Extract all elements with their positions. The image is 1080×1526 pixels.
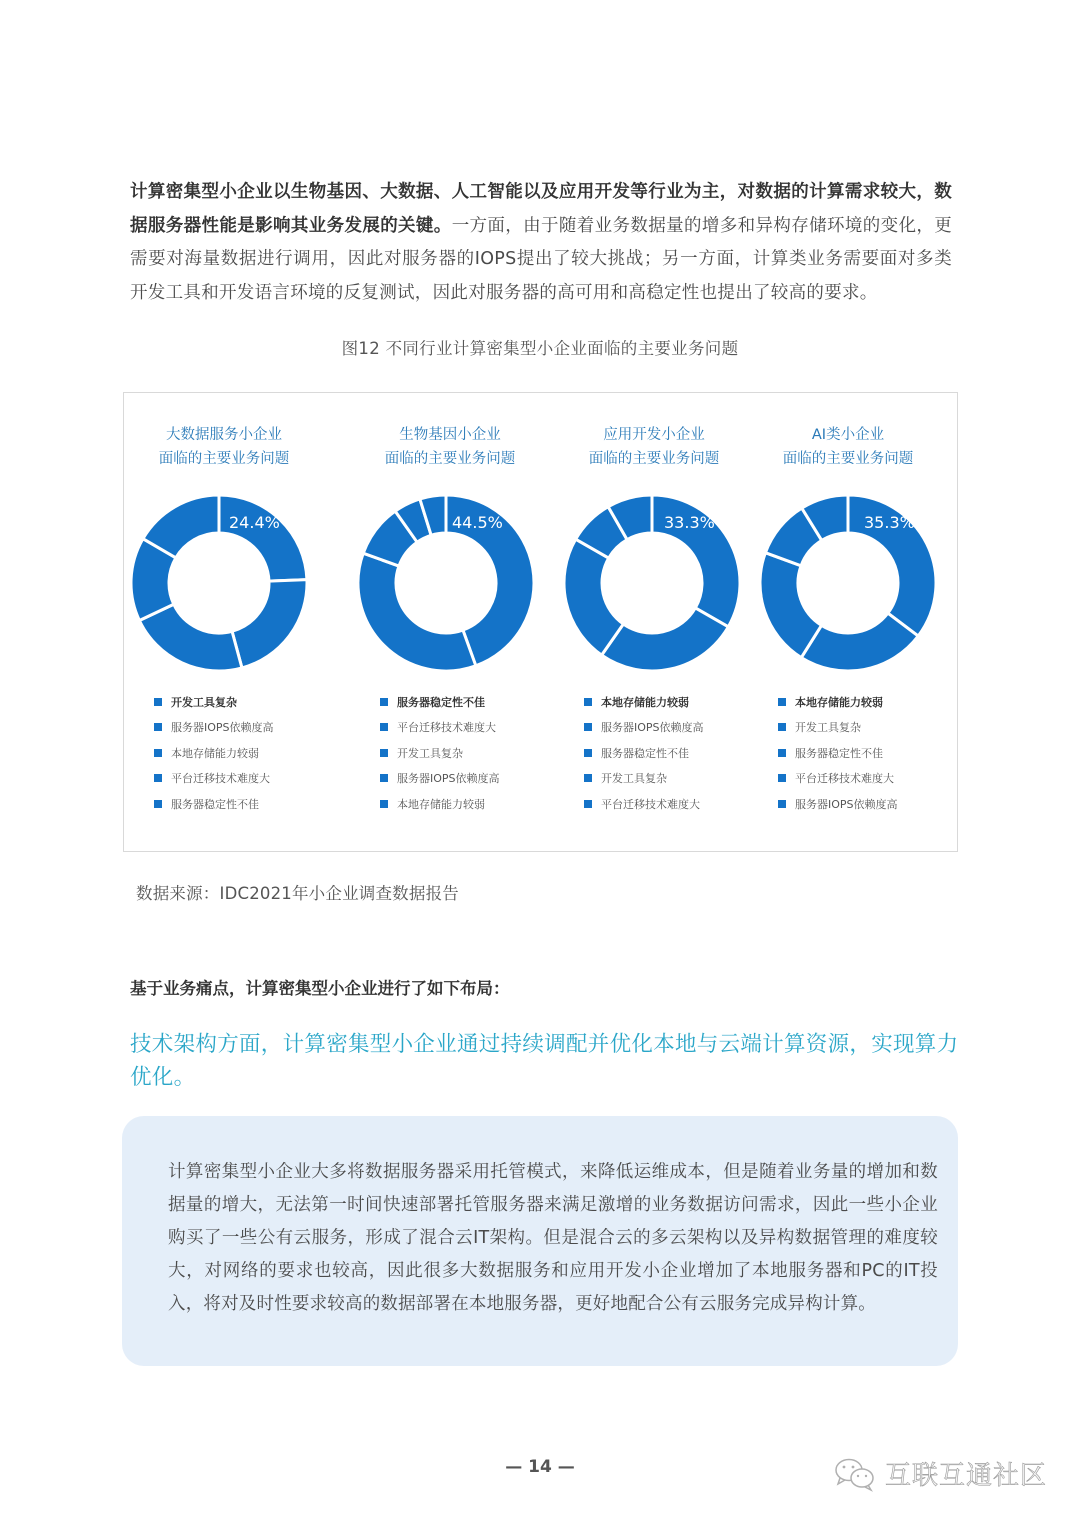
legend-label: 开发工具复杂 [601,772,667,786]
chart-title [554,423,754,471]
legend-item [584,740,704,766]
donut-chart [758,493,938,673]
legend-item [778,766,898,792]
legend-swatch-icon [778,723,786,731]
chart-ai [748,393,948,851]
chart-frame [123,392,958,852]
legend-item [380,715,500,741]
data-source-note: 数据来源：IDC2021年小企业调查数据报告 [136,884,459,903]
legend-label: 服务器IOPS依赖度高 [397,772,500,786]
legend-item [778,740,898,766]
donut-percent-label: 33.3% [664,513,715,532]
chart-bigdata [124,393,324,851]
legend-item [380,689,500,715]
legend-item [584,791,704,817]
legend-item [154,791,274,817]
watermark-text: 互联互通社区 [885,1461,1048,1491]
legend-swatch-icon [778,800,786,808]
donut-slice [358,553,476,671]
donut-slice [232,580,307,668]
legend-swatch-icon [154,774,162,782]
section-lead: 基于业务痛点，计算密集型小企业进行了如下布局： [130,979,510,998]
donut-slice [602,608,729,671]
legend-label: 平台迁移技术难度大 [171,772,270,786]
legend-label: 平台迁移技术难度大 [601,797,700,811]
legend-item [778,715,898,741]
legend-label: 服务器稳定性不佳 [601,746,689,760]
legend-label: 服务器稳定性不佳 [397,695,485,709]
donut-percent-label: 44.5% [452,513,503,532]
legend-label: 服务器IOPS依赖度高 [795,797,898,811]
chart-title-line2: 面临的主要业务问题 [782,451,914,467]
legend-swatch-icon [154,698,162,706]
figure-caption: 图12 不同行业计算密集型小企业面临的主要业务问题 [341,339,739,358]
donut-slice [219,495,307,581]
callout-text: 计算密集型小企业大多将数据服务器采用托管模式，来降低运维成本，但是随着业务量的增加和数据量的增大，无法第一时间快速部署托管服务器来满足激增的业务数据访问需求，因此一些小企业购买了一些公有云服务，形成了混合云IT架构。但是混合云的多云架构以及异构数据管理的难度较大，对网络的要求也较高，因此很多大数据服务和应用开发小企业增加了本地服务器和PC的IT投入，将对及时性要求较高的数据部署在本地服务器，更好地配合公有云服务完成异构计算。 [168,1162,938,1314]
chart-legend [778,689,898,817]
legend-item [154,715,274,741]
legend-label: 开发工具复杂 [397,746,463,760]
donut-chart [129,493,309,673]
legend-label: 本地存储能力较弱 [601,695,689,709]
legend-label: 开发工具复杂 [795,721,861,735]
legend-item [380,766,500,792]
donut-chart [562,493,742,673]
legend-item [584,766,704,792]
donut-chart [356,493,536,673]
wechat-icon [833,1456,879,1492]
chart-title [350,423,550,471]
donut-percent-label: 35.3% [864,513,915,532]
legend-item [380,740,500,766]
legend-label: 服务器IOPS依赖度高 [601,721,704,735]
legend-swatch-icon [584,774,592,782]
chart-title [748,423,948,471]
chart-title-line2: 面临的主要业务问题 [384,451,516,467]
legend-swatch-icon [380,749,388,757]
donut-percent-label: 24.4% [229,513,280,532]
legend-swatch-icon [778,774,786,782]
legend-swatch-icon [380,774,388,782]
legend-label: 开发工具复杂 [171,695,237,709]
chart-title-line1: 生物基因小企业 [399,427,501,443]
legend-label: 本地存储能力较弱 [171,746,259,760]
chart-title-line1: 应用开发小企业 [603,427,705,443]
callout-box [122,1116,958,1366]
legend-item [584,689,704,715]
watermark [833,1455,1047,1492]
legend-item [778,791,898,817]
legend-label: 平台迁移技术难度大 [795,772,894,786]
legend-swatch-icon [154,749,162,757]
page-number: — 14 — [505,1457,575,1477]
chart-title-line1: 大数据服务小企业 [166,427,282,443]
legend-swatch-icon [778,749,786,757]
chart-title-line2: 面临的主要业务问题 [158,451,290,467]
legend-label: 服务器稳定性不佳 [171,797,259,811]
intro-bold-text: 计算密集型小企业以生物基因、大数据、人工智能以及应用开发等行业为主，对数据的计算需求较大，数据服务器性能是影响其业务发展的关键。 [130,182,952,236]
legend-label: 服务器IOPS依赖度高 [171,721,274,735]
chart-legend [154,689,274,817]
chart-title [124,423,324,471]
donut-slice [760,553,821,658]
legend-swatch-icon [154,723,162,731]
highlight-heading: 技术架构方面，计算密集型小企业通过持续调配并优化本地与云端计算资源，实现算力优化。 [130,1032,959,1090]
legend-label: 平台迁移技术难度大 [397,721,496,735]
legend-swatch-icon [380,723,388,731]
legend-item [584,715,704,741]
legend-label: 本地存储能力较弱 [397,797,485,811]
chart-appdev [554,393,754,851]
legend-label: 服务器稳定性不佳 [795,746,883,760]
legend-swatch-icon [584,723,592,731]
legend-item [154,766,274,792]
legend-item [380,791,500,817]
legend-item [154,740,274,766]
donut-slice [564,539,623,655]
legend-swatch-icon [584,800,592,808]
legend-swatch-icon [154,800,162,808]
chart-title-line1: AI类小企业 [811,427,885,443]
legend-swatch-icon [380,698,388,706]
intro-normal-text: 一方面，由于随着业务数据量的增多和异构存储环境的变化，更需要对海量数据进行调用，因此对服务器的IOPS提出了较大挑战；另一方面，计算类业务需要面对多类开发工具和开发语言环境的反复测试，因此对服务器的高可用和高稳定性也提出了较高的要求。 [130,215,952,303]
legend-label: 本地存储能力较弱 [795,695,883,709]
legend-swatch-icon [778,698,786,706]
legend-swatch-icon [584,698,592,706]
intro-paragraph [130,176,952,310]
chart-legend [584,689,704,817]
chart-biogene [350,393,550,851]
chart-title-line2: 面临的主要业务问题 [588,451,720,467]
chart-legend [380,689,500,817]
legend-swatch-icon [380,800,388,808]
legend-item [154,689,274,715]
legend-swatch-icon [584,749,592,757]
legend-item [778,689,898,715]
